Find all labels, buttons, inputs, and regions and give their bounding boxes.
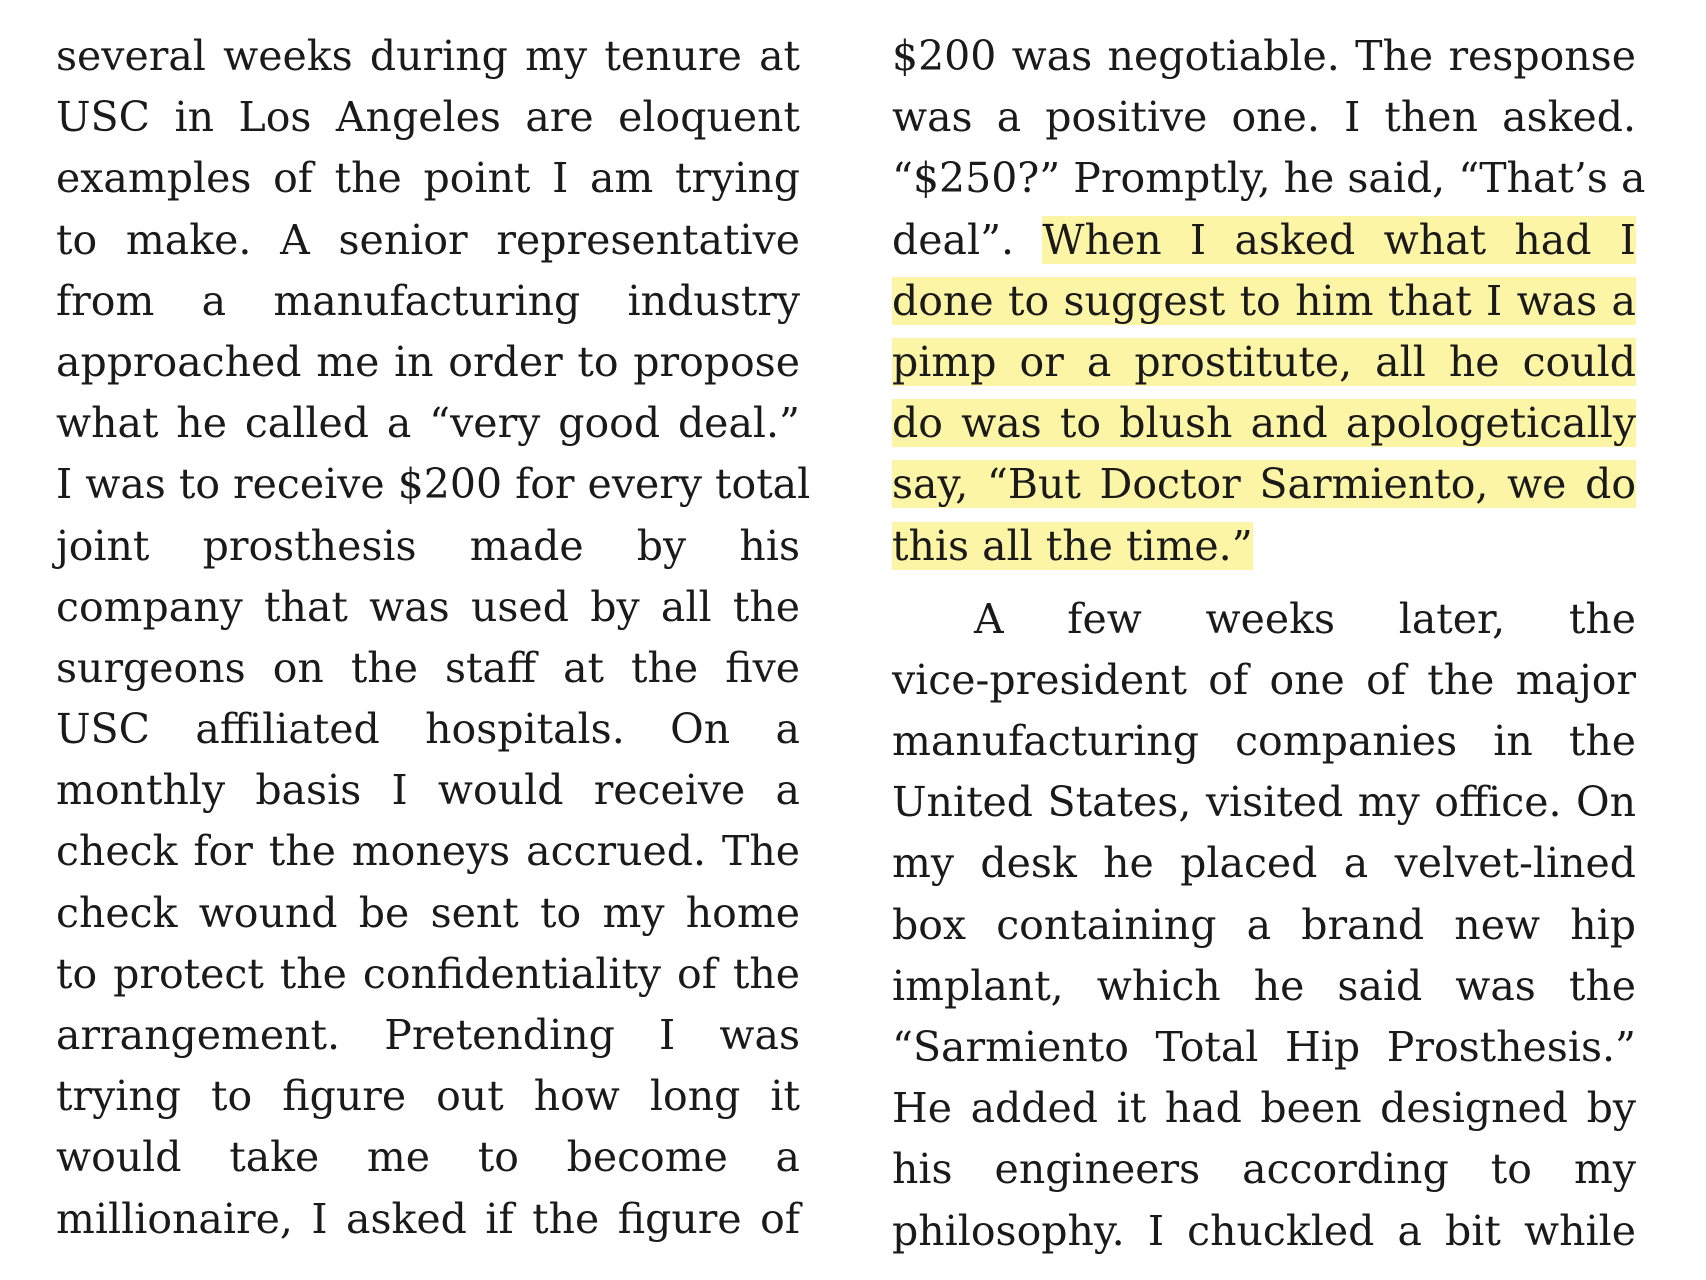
- text-line: approached me in order to propose: [56, 337, 800, 386]
- text-line: box containing a brand new hip: [892, 900, 1636, 949]
- text-line: [892, 332, 1636, 393]
- text-line: check wound be sent to my home: [56, 888, 800, 937]
- text-line: “$250?” Promptly, he said, “That’s a: [892, 154, 1646, 203]
- text-line: United States, visited my office. On: [892, 778, 1636, 827]
- text-line: [892, 516, 1636, 577]
- text-line: [892, 210, 1636, 271]
- text-line: was a positive one. I then asked.: [892, 93, 1636, 142]
- text-line: my desk he placed a velvet-lined: [892, 839, 1636, 888]
- text-run: deal”.: [892, 215, 1043, 264]
- text-line: monthly basis I would receive a: [56, 766, 800, 815]
- text-line: arrangement. Pretending I was: [56, 1011, 800, 1059]
- text-line: A few weeks later, the: [974, 594, 1636, 643]
- text-line: would take me to become a: [56, 1133, 800, 1182]
- paragraph: [892, 589, 1636, 1262]
- text-line: to protect the confidentiality of the: [56, 949, 800, 998]
- text-line: $200 was negotiable. The response: [892, 32, 1636, 80]
- left-column: [56, 26, 811, 1250]
- text-line: implant, which he said was the: [892, 961, 1636, 1010]
- text-line: He added it had been designed by: [892, 1084, 1636, 1133]
- highlighted-text: pimp or a prostitute, all he could: [892, 337, 1636, 386]
- text-line: from a manufacturing industry: [56, 276, 800, 325]
- text-line: [892, 271, 1636, 332]
- text-line: examples of the point I am trying: [56, 154, 800, 203]
- highlighted-text: done to suggest to him that I was a: [892, 276, 1636, 325]
- right-column: [892, 26, 1646, 1262]
- text-line: manufacturing companies in the: [892, 717, 1636, 766]
- text-line: USC in Los Angeles are eloquent: [56, 93, 800, 142]
- text-line: vice-president of one of the major: [892, 655, 1636, 704]
- paragraph-gap: [892, 577, 1636, 589]
- text-line: philosophy. I chuckled a bit while: [892, 1206, 1636, 1255]
- text-line: USC affiliated hospitals. On a: [56, 705, 800, 754]
- text-line: trying to figure out how long it: [56, 1072, 800, 1121]
- text-line: [892, 393, 1636, 454]
- text-line: I was to receive $200 for every total: [56, 460, 811, 509]
- text-line: several weeks during my tenure at: [56, 32, 800, 80]
- text-line: to make. A senior representative: [56, 215, 800, 264]
- text-line: surgeons on the staff at the five: [56, 643, 800, 692]
- highlighted-text: When I asked what had I: [1042, 215, 1636, 264]
- paragraph: [892, 26, 1646, 577]
- text-line: [892, 454, 1636, 515]
- text-line: “Sarmiento Total Hip Prosthesis.”: [892, 1023, 1636, 1071]
- highlighted-text: do was to blush and apologetically: [892, 399, 1636, 448]
- text-line: his engineers according to my: [892, 1145, 1636, 1194]
- text-line: what he called a “very good deal.”: [56, 399, 800, 448]
- text-line: company that was used by all the: [56, 582, 800, 631]
- highlighted-text: this all the time.”: [892, 521, 1253, 570]
- highlighted-text: say, “But Doctor Sarmiento, we do: [892, 460, 1636, 509]
- text-line: millionaire, I asked if the figure of: [56, 1194, 800, 1243]
- text-line: check for the moneys accrued. The: [56, 827, 800, 876]
- text-line: joint prosthesis made by his: [56, 521, 800, 570]
